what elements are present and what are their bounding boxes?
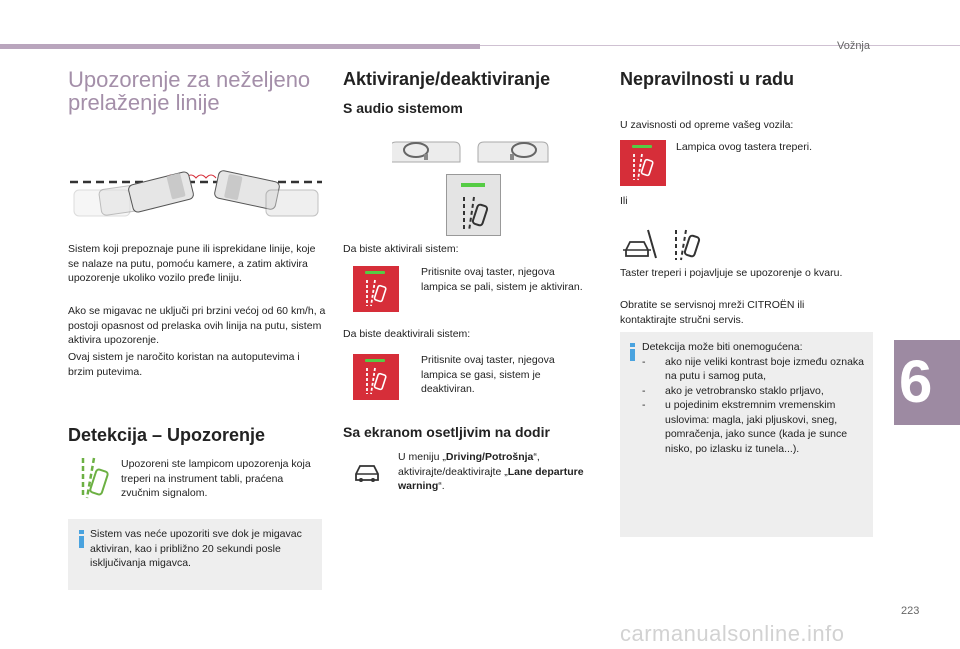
note-list-item	[642, 384, 867, 399]
lane-departure-illustration	[66, 160, 326, 230]
detection-heading: Detekcija – Upozorenje	[68, 425, 266, 445]
right-note-content	[642, 340, 867, 456]
service-text: Obratite se servisnoj mreži CITROËN ili kontaktirajte stručni servis.	[620, 299, 805, 326]
intro-paragraph-3: Ovaj sistem je naročito koristan na autoputevima i brzim putevima.	[68, 351, 300, 378]
lane-assist-button-large	[446, 174, 501, 236]
touchscreen-subheading: Sa ekranom osetljivim na dodir	[343, 424, 550, 440]
lamp-blinking-text: Lampica ovog tastera treperi.	[676, 141, 812, 153]
or-label: Ili	[620, 195, 628, 207]
note-intro: Detekcija može biti onemogućena:	[642, 341, 803, 353]
watermark: carmanualsonline.info	[620, 621, 845, 646]
chapter-number: 6	[899, 348, 933, 415]
note-list	[642, 355, 867, 457]
intro-paragraph-1: Sistem koji prepoznaje pune ili isprekidane linije, koje se nalaze na putu, pomoću kamere, a zatim aktivira upozorenje ukoliko vozilo pređe liniju.	[68, 243, 316, 284]
activate-button[interactable]	[353, 266, 399, 312]
note-item-text: u pojedinim ekstremnim vremenskim uslovima: magla, jaki pljuskovi, sneg, pomračenja, jako sunce (kada je sunce nisko, po izlasku iz tunela...).	[665, 399, 848, 455]
note-item-text: ako je vetrobransko staklo prljavo,	[665, 384, 824, 397]
steering-wheel-icon	[392, 136, 552, 168]
intro-paragraph-2: Ako se migavac ne uključi pri brzini većoj od 60 km/h, a postoji opasnost od prelaska ovih linija na putu, sistem aktivira upozorenje.	[68, 305, 326, 346]
dash-bullet: -	[642, 384, 646, 397]
car-menu-icon	[352, 460, 382, 484]
header-rule	[480, 45, 960, 46]
lane-warning-icon	[78, 456, 112, 500]
touch-text-pre: U meniju „	[398, 451, 446, 463]
faults-intro: U zavisnosti od opreme vašeg vozila:	[620, 119, 794, 131]
touchscreen-text	[398, 450, 588, 494]
touch-text-post: “.	[438, 480, 445, 492]
left-note-text: Sistem vas neće upozoriti sve dok je migavac aktiviran, kao i približno 20 sekundi posle isključivanja migavca.	[90, 528, 302, 569]
note-item-text: ako nije veliki kontrast boje između oznaka na putu i samog puta,	[665, 355, 865, 382]
touch-text-mid: “, aktivirajte/deaktivirajte „	[398, 451, 540, 478]
fault-text: Taster treperi i pojavljuje se upozorenje o kvaru.	[620, 267, 843, 279]
header-accent-bar	[0, 44, 480, 49]
detection-text: Upozoreni ste lampicom upozorenja koja treperi na instrument tabli, praćena zvučnim signalom.	[121, 458, 311, 499]
dash-bullet: -	[642, 399, 646, 411]
activate-label: Da biste aktivirali sistem:	[343, 243, 459, 255]
touch-menu-name: Driving/Potrošnja	[445, 451, 534, 463]
page-title: Upozorenje za neželjeno prelaženje linije	[68, 67, 311, 115]
note-list-item	[642, 355, 867, 384]
activate-step: Pritisnite ovaj taster, njegova lampica se pali, sistem je aktiviran.	[421, 266, 583, 293]
audio-subheading: S audio sistemom	[343, 100, 463, 116]
faults-heading: Nepravilnosti u radu	[620, 69, 795, 89]
section-label: Vožnja	[836, 40, 870, 52]
lane-fault-icons	[620, 226, 710, 262]
deactivate-label: Da biste deaktivirali sistem:	[343, 328, 471, 340]
deactivate-step: Pritisnite ovaj taster, njegova lampica se gasi, sistem je deaktiviran.	[421, 354, 555, 395]
blinking-button	[620, 140, 666, 186]
activation-heading: Aktiviranje/deaktiviranje	[343, 69, 551, 89]
page-number: 223	[901, 605, 920, 617]
note-list-item	[642, 398, 867, 456]
dash-bullet: -	[642, 355, 646, 368]
deactivate-button[interactable]	[353, 354, 399, 400]
info-icon	[630, 343, 635, 361]
info-icon	[79, 530, 84, 548]
touch-menu-item: Lane departure warning	[398, 465, 584, 492]
